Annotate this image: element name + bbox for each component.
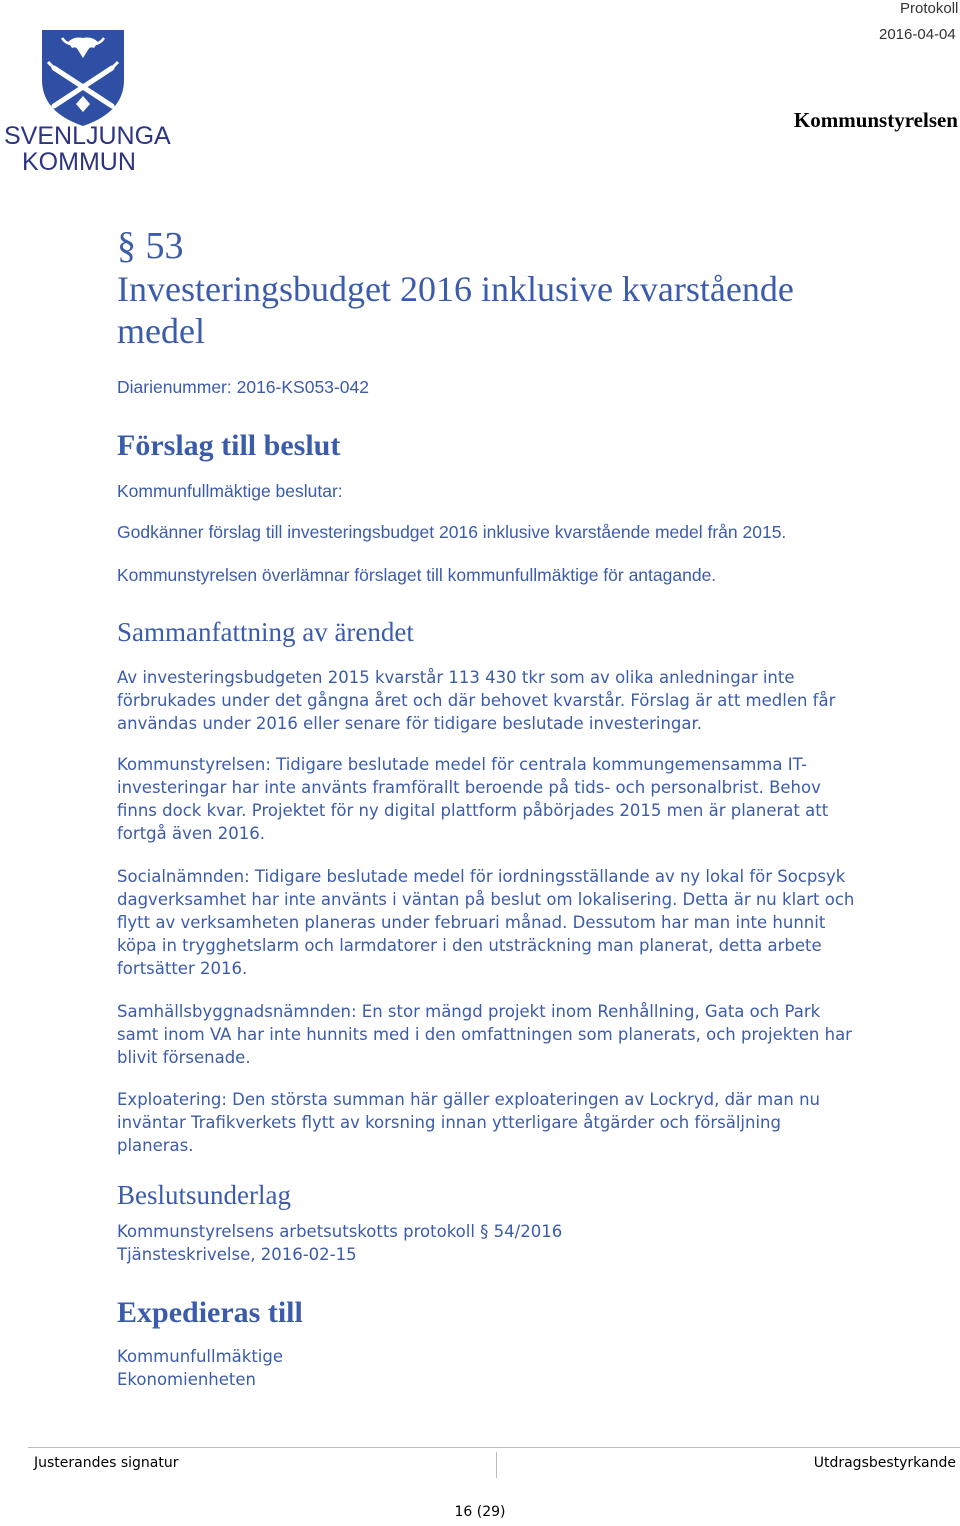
text-line: Exploatering: Den största summan här gäller exploateringen av Lockryd, där man nu (117, 1090, 820, 1109)
text-line: Kommunstyrelsen: Tidigare beslutade medel för centrala kommungemensamma IT- (117, 755, 808, 774)
proposal-item: Kommunstyrelsen överlämnar förslaget till kommunfullmäktige för antagande. (117, 565, 717, 585)
certification-label: Utdragsbestyrkande (813, 1455, 956, 1471)
text-line: Samhällsbyggnadsnämnden: En stor mängd projekt inom Renhållning, Gata och Park (117, 1002, 821, 1021)
text-line: planeras. (117, 1136, 194, 1155)
summary-paragraph (117, 1000, 897, 1069)
text-line: Av investeringsbudgeten 2015 kvarstår 113 430 tkr som av olika anledningar inte (117, 668, 795, 687)
proposal-item: Godkänner förslag till investeringsbudget 2016 inklusive kvarstående medel från 2015. (117, 522, 787, 542)
list-item: Tjänsteskrivelse, 2016-02-15 (117, 1245, 357, 1264)
proposal-intro: Kommunfullmäktige beslutar: (117, 481, 343, 501)
document-date: 2016-04-04 (879, 26, 956, 43)
text-line: användas under 2016 eller senare för tidigare beslutade investeringar. (117, 714, 703, 733)
text-line: fortsätter 2016. (117, 959, 248, 978)
summary-paragraph (117, 666, 897, 735)
section-number: § 53 (117, 225, 184, 267)
text-line: förbrukades under det gångna året och där behovet kvarstår. Förslag är att medlen får (117, 691, 836, 710)
basis-heading: Beslutsunderlag (117, 1180, 291, 1210)
text-line: fortgå även 2016. (117, 824, 265, 843)
proposal-heading: Förslag till beslut (117, 429, 341, 462)
dispatch-list (117, 1345, 897, 1391)
text-line: blivit försenade. (117, 1048, 251, 1067)
text-line: samt inom VA har inte hunnits med i den omfattningen som planerats, och projekten har (117, 1025, 852, 1044)
document-type: Protokoll (900, 0, 959, 17)
list-item: Kommunfullmäktige (117, 1347, 284, 1366)
summary-paragraph (117, 1088, 897, 1157)
list-item: Kommunstyrelsens arbetsutskotts protokoll § 54/2016 (117, 1222, 563, 1241)
text-line: flytt av verksamheten planeras under februari månad. Dessutom har man inte hunnit (117, 913, 826, 932)
dispatch-heading: Expedieras till (117, 1296, 303, 1329)
municipality-logo (4, 28, 171, 178)
summary-paragraph (117, 865, 897, 980)
summary-paragraph (117, 753, 897, 845)
footer-separator (496, 1452, 497, 1478)
footer-divider (28, 1447, 960, 1448)
logo-text-line2: KOMMUN (22, 148, 136, 176)
basis-list (117, 1220, 897, 1266)
committee-name: Kommunstyrelsen (793, 108, 958, 132)
page-title: Investeringsbudget 2016 inklusive kvarstående medel (117, 269, 794, 351)
text-line: dagverksamhet har inte använts i väntan på beslut om lokalisering. Detta är nu klart och (117, 890, 855, 909)
text-line: Socialnämnden: Tidigare beslutade medel för iordningsställande av ny lokal för Socpsyk (117, 867, 846, 886)
list-item: Ekonomienheten (117, 1370, 256, 1389)
page-number: 16 (29) (454, 1504, 506, 1520)
diary-number: Diarienummer: 2016-KS053-042 (117, 377, 369, 397)
signature-label: Justerandes signatur (34, 1455, 179, 1471)
text-line: köpa in trygghetslarm och larmdatorer i den utsträckning man planerat, detta arbete (117, 936, 822, 955)
summary-heading: Sammanfattning av ärendet (117, 617, 414, 647)
text-line: finns dock kvar. Projektet för ny digital plattform påbörjades 2015 men är planerat att (117, 801, 829, 820)
text-line: investeringar har inte använts framförallt beroende på tids- och personalbrist. Behov (117, 778, 821, 797)
text-line: inväntar Trafikverkets flytt av korsning innan ytterligare åtgärder och försäljning (117, 1113, 781, 1132)
logo-text-line1: SVENLJUNGA (4, 122, 171, 150)
